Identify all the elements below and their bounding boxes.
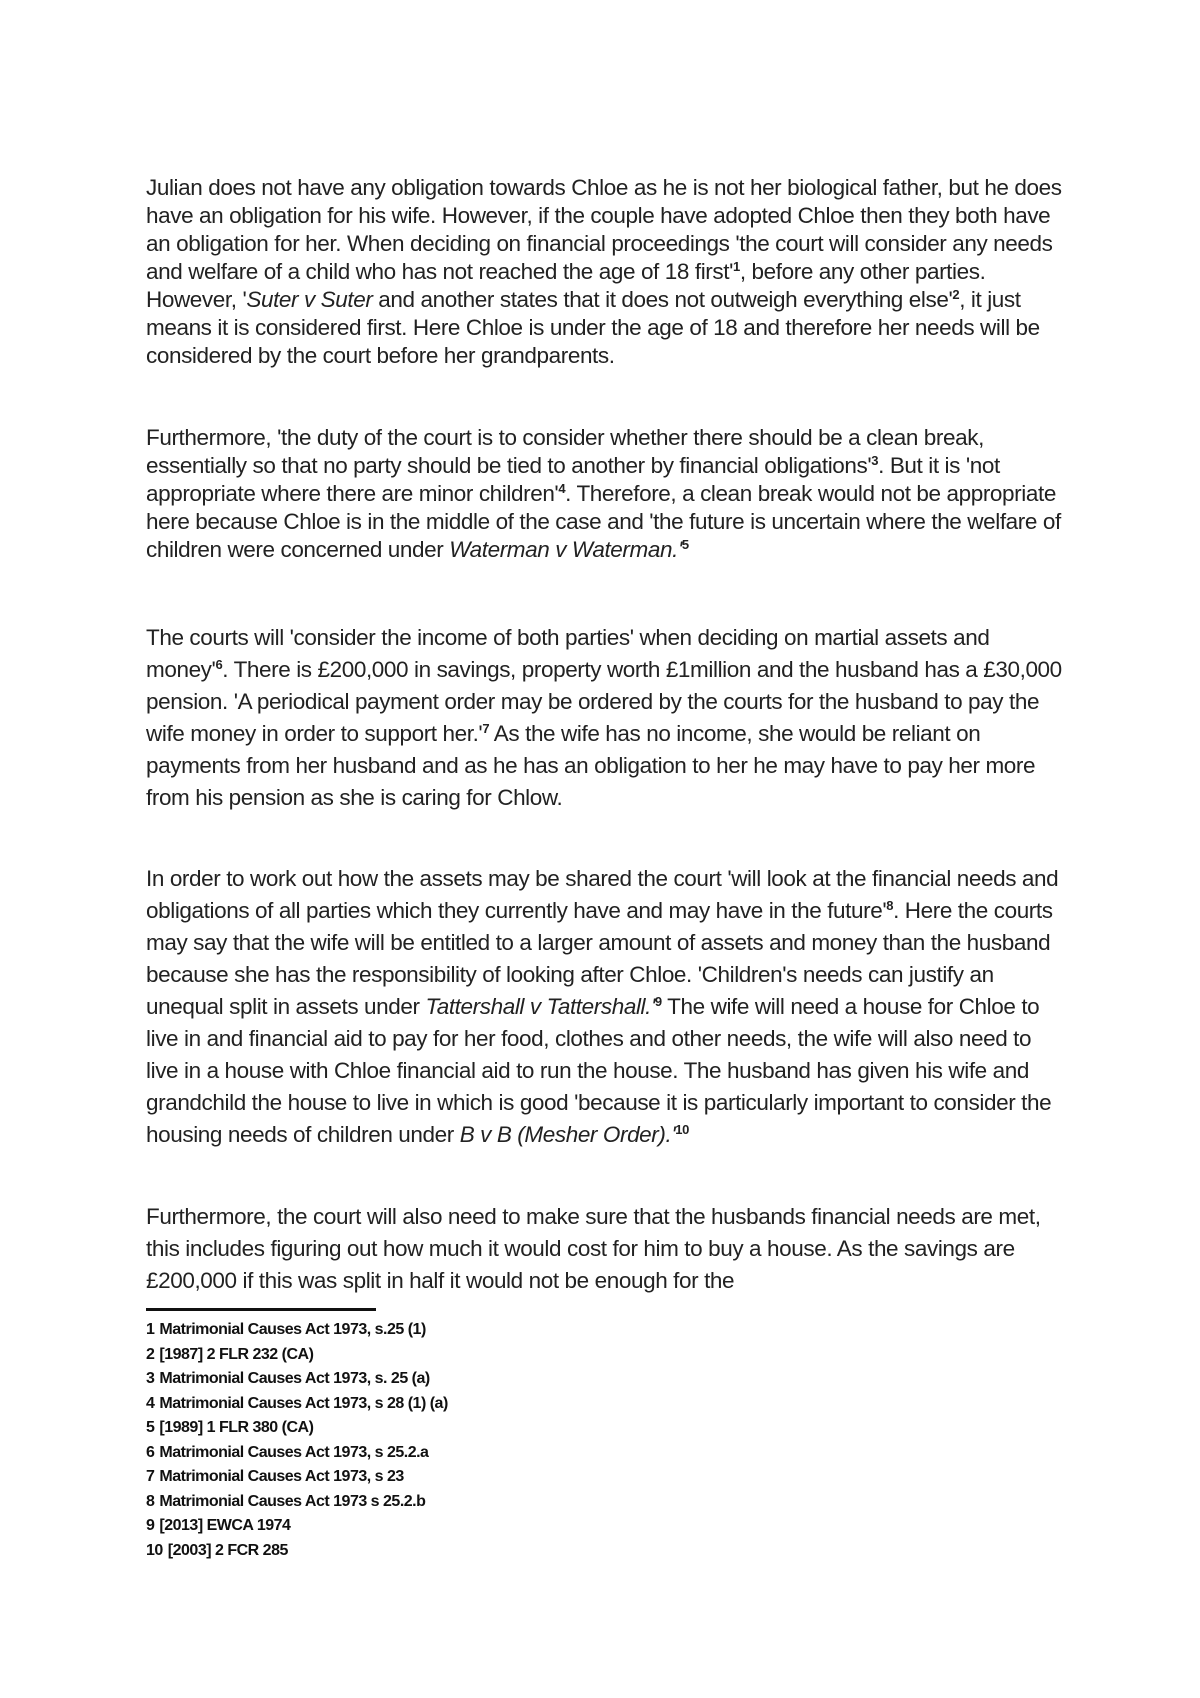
footnote-ref-8[interactable]: 8 — [886, 898, 894, 913]
text-run: . Therefore, a clean break would not be appropriate here because Chloe is in the middle of the case and 'the future is uncertain where the welfare of children were concerned under — [146, 481, 1061, 562]
text-run: .' — [672, 537, 682, 562]
footnote-8 — [146, 1490, 746, 1515]
footnote-6 — [146, 1441, 746, 1466]
footnote-ref-6[interactable]: 6 — [215, 657, 223, 672]
case-name-suter: Suter v Suter — [246, 287, 373, 312]
footnote-text: Matrimonial Causes Act 1973, s 28 (1) (a) — [159, 1394, 448, 1412]
footnote-5 — [146, 1416, 746, 1441]
footnote-ref-7[interactable]: 7 — [482, 721, 490, 736]
text-run: . Here the courts may say that the wife will be entitled to a larger amount of assets and money than the husband because she has the responsibility of looking after Chloe. 'Children's needs can justify an unequal split in assets under — [146, 898, 1053, 1019]
footnote-number: 4 — [146, 1394, 155, 1412]
footnote-separator — [146, 1308, 376, 1311]
footnote-2 — [146, 1343, 746, 1368]
footnote-number: 6 — [146, 1443, 155, 1461]
footnote-number: 3 — [146, 1370, 155, 1387]
footnote-3 — [146, 1367, 746, 1392]
footnote-7 — [146, 1465, 746, 1490]
footnote-ref-2[interactable]: 2 — [952, 287, 960, 302]
footnote-1 — [146, 1318, 746, 1343]
footnote-10 — [146, 1539, 746, 1564]
footnote-number: 9 — [146, 1517, 155, 1534]
footnote-text: Matrimonial Causes Act 1973, s 23 — [159, 1468, 404, 1485]
footnotes-list — [146, 1318, 746, 1563]
footnote-text: [2003] 2 FCR 285 — [167, 1541, 288, 1559]
text-run: . But it is 'not appropriate where there are minor children' — [146, 453, 1000, 506]
text-run: The courts will 'consider the income of both parties' when deciding on martial assets and money' — [146, 625, 990, 682]
paragraph-1 — [146, 174, 1066, 370]
paragraph-3 — [146, 622, 1066, 814]
footnote-number: 2 — [146, 1345, 155, 1363]
footnote-number: 10 — [146, 1541, 163, 1559]
paragraph-5 — [146, 1201, 1066, 1297]
case-name-b-v-b: B v B (Mesher Order).' — [459, 1122, 676, 1147]
footnote-number: 8 — [146, 1492, 155, 1510]
text-run: , before any other parties. However, ' — [146, 259, 986, 312]
footnote-number: 5 — [146, 1419, 155, 1436]
text-run: , it just means it is considered first. Here Chloe is under the age of 18 and therefore her needs will be considered by the court before her grandparents. — [146, 287, 1040, 368]
text-run: . There is £200,000 in savings, property worth £1million and the husband has a £30,000 pension. 'A periodical payment order may be ordered by the courts for the husband to pay the wife money in order to support her.' — [146, 657, 1062, 746]
footnote-text: Matrimonial Causes Act 1973, s.25 (1) — [159, 1321, 426, 1338]
footnote-text: [1989] 1 FLR 380 (CA) — [159, 1419, 314, 1436]
paragraph-4 — [146, 863, 1066, 1151]
text-run: Furthermore, 'the duty of the court is to consider whether there should be a clean break, essentially so that no party should be tied to another by financial obligations' — [146, 425, 984, 478]
text-run: Furthermore, the court will also need to make sure that the husbands financial needs are met, this includes figuring out how much it would cost for him to buy a house. As the savings are £200,000 if this was split in half it would not be enough for the — [146, 1204, 1041, 1293]
footnote-ref-1[interactable]: 1 — [732, 259, 740, 274]
text-run: As the wife has no income, she would be reliant on payments from her husband and as he has an obligation to her he may have to pay her more from his pension as she is caring for Chlow. — [146, 721, 1036, 810]
footnote-number: 1 — [146, 1321, 155, 1338]
footnote-text: Matrimonial Causes Act 1973, s. 25 (a) — [159, 1370, 430, 1387]
footnote-4 — [146, 1392, 746, 1417]
footnote-ref-10[interactable]: 10 — [675, 1122, 689, 1137]
footnote-ref-9[interactable]: 9 — [654, 994, 662, 1009]
case-name-tattershall: Tattershall v Tattershall — [425, 994, 646, 1019]
text-run: In order to work out how the assets may be shared the court 'will look at the financial needs and obligations of all parties which they currently have and may have in the future' — [146, 866, 1059, 923]
footnote-ref-5[interactable]: 5 — [681, 537, 689, 552]
footnote-text: [1987] 2 FLR 232 (CA) — [159, 1345, 314, 1363]
case-name-waterman: Waterman v Waterman — [449, 537, 673, 562]
footnote-text: [2013] EWCA 1974 — [159, 1517, 291, 1534]
text-run: .' — [645, 994, 655, 1019]
footnote-number: 7 — [146, 1468, 155, 1485]
footnote-9 — [146, 1514, 746, 1539]
text-run: and another states that it does not outweigh everything else' — [372, 287, 953, 312]
footnote-text: Matrimonial Causes Act 1973, s 25.2.a — [159, 1443, 429, 1461]
paragraph-2 — [146, 424, 1066, 564]
text-run: The wife will need a house for Chloe to live in and financial aid to pay for her food, clothes and other needs, the wife will also need to live in a house with Chloe financial aid to run the house. The husband has given his wife and grandchild the house to live in which is good 'because it is particularly important to consider the housing needs of children under — [146, 994, 1052, 1147]
footnote-ref-3[interactable]: 3 — [871, 453, 879, 468]
footnote-ref-4[interactable]: 4 — [558, 481, 566, 496]
text-run: Julian does not have any obligation towards Chloe as he is not her biological father, but he does have an obligation for his wife. However, if the couple have adopted Chloe then they both have an obligation for her. When deciding on financial proceedings 'the court will consider any needs and welfare of a child who has not reached the age of 18 first' — [146, 175, 1062, 284]
footnote-text: Matrimonial Causes Act 1973 s 25.2.b — [159, 1492, 426, 1510]
